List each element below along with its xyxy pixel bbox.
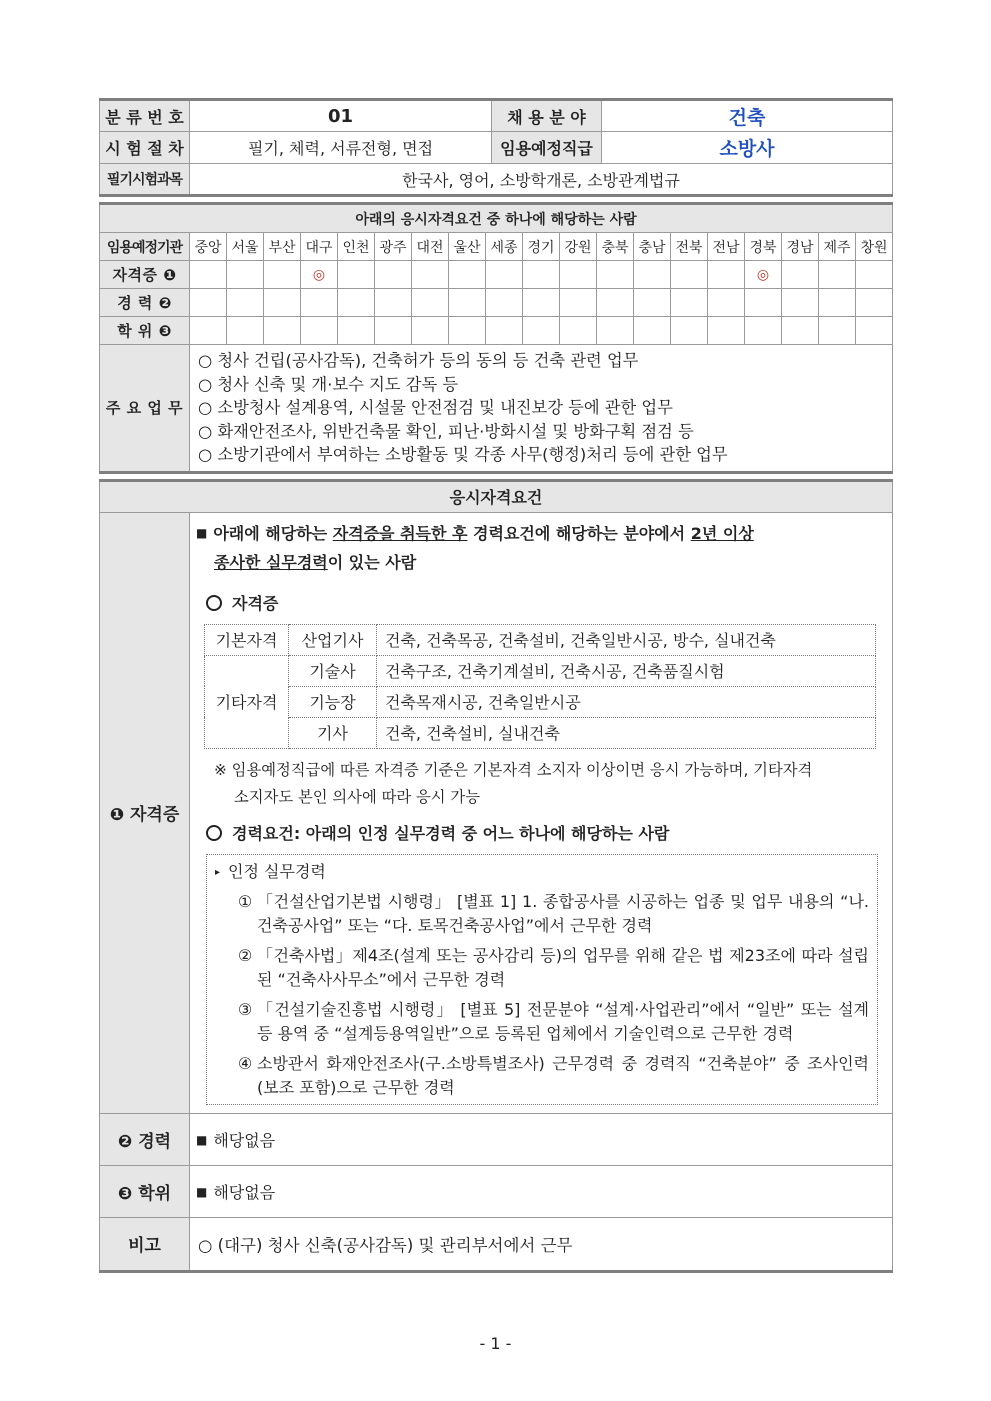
square-bullet-icon: ■: [196, 1132, 208, 1147]
agency-mark-cell: [819, 317, 856, 345]
rank-label: 임용예정직급: [492, 132, 602, 164]
agency-mark-cell: [819, 261, 856, 289]
degree-label: ❸ 학위: [100, 1165, 190, 1217]
agency-mark-cell: [560, 261, 597, 289]
duty-item: ○ 화재안전조사, 위반건축물 확인, 피난·방화시설 및 방화구획 점검 등: [198, 421, 694, 441]
agency-header-cell: 대구: [301, 233, 338, 261]
agency-header-cell: 세종: [486, 233, 523, 261]
requirements-table: [99, 479, 893, 1273]
agency-mark-cell: [745, 289, 782, 317]
agency-mark-cell: [782, 289, 819, 317]
career-label: ❷ 경력: [100, 1113, 190, 1165]
field-value: 건축: [602, 100, 893, 132]
header-table: [99, 98, 893, 197]
agency-mark-cell: [560, 289, 597, 317]
agency-mark-cell: [819, 289, 856, 317]
agency-mark-cell: [375, 261, 412, 289]
exp-item: ① 「건설산업기본법 시행령」 [별표 1] 1. 종합공사를 시공하는 업종 및 업무 내용의 “나. 건축공사업” 또는 “다. 토목건축공사업”에서 근무한 경력: [237, 891, 869, 935]
cert-heading: 자격증: [206, 591, 886, 614]
agency-header-cell: 경남: [782, 233, 819, 261]
recruitment-sheet: [99, 98, 893, 1273]
exp-item: ④ 소방관서 화재안전조사(구.소방특별조사) 근무경력 중 경력직 “건축분야” 중 조사인력(보조 포함)으로 근무한 경력: [237, 1053, 869, 1097]
cert-note: ※ 임용예정직급에 따른 자격증 기준은 기본자격 소지자 이상이면 응시 가능하며, 기타자격 소지자도 본인 의사에 따라 응시 가능: [214, 760, 813, 806]
agency-header-label: 임용예정기관: [100, 233, 190, 261]
square-bullet-icon: ■: [196, 1184, 208, 1199]
agency-header-cell: 광주: [375, 233, 412, 261]
exp-item: ② 「건축사법」제4조(설계 또는 공사감리 등)의 업무를 위해 같은 법 제23조에 따라 설립된 “건축사사무소”에서 근무한 경력: [237, 945, 869, 989]
agency-mark-cell: [449, 289, 486, 317]
agency-mark-cell: [227, 317, 264, 345]
agency-mark-cell: [708, 289, 745, 317]
agency-header-cell: 중앙: [190, 233, 227, 261]
cert-fields: 건축, 건축설비, 실내건축: [377, 717, 876, 748]
subjects-value: 한국사, 영어, 소방학개론, 소방관계법규: [190, 164, 893, 196]
exp-heading: 경력요건: 아래의 인정 실무경력 중 어느 하나에 해당하는 사람: [206, 821, 886, 844]
agency-header-cell: 강원: [560, 233, 597, 261]
agency-mark-cell: [708, 317, 745, 345]
agency-mark-cell: [856, 289, 893, 317]
classification-value: 01: [190, 100, 492, 132]
rank-value: 소방사: [602, 132, 893, 164]
other-label: 기타자격: [205, 655, 289, 748]
agency-mark-cell: [856, 317, 893, 345]
agency-mark-cell: [227, 261, 264, 289]
agency-mark-cell: [523, 317, 560, 345]
cert-fields: 건축목재시공, 건축일반시공: [377, 686, 876, 717]
agency-mark-cell: [190, 289, 227, 317]
cert-fields: 건축구조, 건축기계설비, 건축시공, 건축품질시험: [377, 655, 876, 686]
subjects-label: 필기시험과목: [100, 164, 190, 196]
agency-mark-cell: [523, 261, 560, 289]
duties-label: 주 요 업 무: [100, 345, 190, 473]
agency-mark-cell: [412, 261, 449, 289]
agency-mark-cell: [375, 289, 412, 317]
exp-box-title: ▸ 인정 실무경력: [215, 861, 326, 881]
classification-label: 분 류 번 호: [100, 100, 190, 132]
degree-value: 해당없음: [213, 1182, 276, 1202]
career-value-cell: [190, 1113, 893, 1165]
cert-grade: 기사: [289, 717, 377, 748]
agency-header-cell: 충북: [597, 233, 634, 261]
procedure-value: 필기, 체력, 서류전형, 면접: [190, 132, 492, 164]
agency-mark-cell: [856, 261, 893, 289]
agency-mark-cell: [338, 289, 375, 317]
agency-mark-cell: [190, 317, 227, 345]
agency-mark-cell: [634, 289, 671, 317]
eligibility-title: 아래의 응시자격요건 중 하나에 해당하는 사람: [100, 204, 893, 233]
agency-mark-cell: [338, 261, 375, 289]
agency-mark-cell: [634, 261, 671, 289]
agency-header-cell: 전북: [671, 233, 708, 261]
basic-label: 기본자격: [205, 624, 289, 655]
agency-mark-cell: [301, 289, 338, 317]
agency-mark-cell: [745, 317, 782, 345]
agency-mark-cell: [597, 261, 634, 289]
agency-mark-cell: [338, 317, 375, 345]
agency-mark-cell: [449, 317, 486, 345]
agency-mark-cell: [375, 317, 412, 345]
agency-mark-cell: [782, 261, 819, 289]
procedure-label: 시 험 절 차: [100, 132, 190, 164]
circle-bullet-icon: [206, 825, 222, 841]
square-bullet-icon: ■: [196, 525, 208, 540]
experience-box: [206, 854, 878, 1105]
agency-header-cell: 창원: [856, 233, 893, 261]
agency-mark-cell: [782, 317, 819, 345]
row-label-degree: 학 위 ❸: [100, 317, 190, 345]
agency-grid: [99, 202, 893, 474]
agency-mark-cell: [264, 289, 301, 317]
field-label: 채 용 분 야: [492, 100, 602, 132]
agency-header-cell: 전남: [708, 233, 745, 261]
agency-mark-cell: [264, 317, 301, 345]
agency-header-cell: 충남: [634, 233, 671, 261]
agency-mark-cell: [560, 317, 597, 345]
agency-mark-cell: [597, 289, 634, 317]
agency-mark-cell: [227, 289, 264, 317]
remarks-value: ○ (대구) 청사 신축(공사감독) 및 관리부서에서 근무: [190, 1217, 893, 1271]
agency-header-cell: 부산: [264, 233, 301, 261]
agency-mark-cell: [301, 317, 338, 345]
agency-mark-cell: [264, 261, 301, 289]
agency-mark-cell: ◎: [301, 261, 338, 289]
agency-header-cell: 서울: [227, 233, 264, 261]
triangle-bullet-icon: ▸: [215, 866, 221, 878]
requirements-title: 응시자격요건: [100, 480, 893, 512]
agency-mark-cell: [190, 261, 227, 289]
agency-mark-cell: [412, 289, 449, 317]
agency-mark-cell: [523, 289, 560, 317]
duty-item: ○ 소방청사 설계용역, 시설물 안전점검 및 내진보강 등에 관한 업무: [198, 398, 673, 418]
agency-header-cell: 인천: [338, 233, 375, 261]
duty-item: ○ 소방기관에서 부여하는 소방활동 및 각종 사무(행정)처리 등에 관한 업무: [198, 445, 728, 465]
cert-grade: 기능장: [289, 686, 377, 717]
agency-mark-cell: [486, 289, 523, 317]
agency-header-cell: 제주: [819, 233, 856, 261]
exp-item: ③ 「건설기술진흥법 시행령」 [별표 5] 전문분야 “설계·사업관리”에서 “일반” 또는 설계등 용역 중 “설계등용역일반”으로 등록된 업체에서 기술인력으로 근무한 경력: [237, 999, 869, 1043]
duties-cell: [190, 345, 893, 473]
cert-grade: 산업기사: [289, 624, 377, 655]
cert-table: [204, 624, 876, 749]
agency-header-cell: 경북: [745, 233, 782, 261]
row-label-career: 경 력 ❷: [100, 289, 190, 317]
duty-item: ○ 청사 건립(공사감독), 건축허가 등의 동의 등 건축 관련 업무: [198, 351, 639, 370]
agency-mark-cell: [449, 261, 486, 289]
cert-intro: ■ 아래에 해당하는 자격증을 취득한 후 경력요건에 해당하는 분야에서 2년 이상 종사한 실무경력이 있는 사람: [196, 523, 754, 572]
agency-mark-cell: [671, 289, 708, 317]
cert-section-content: [190, 512, 893, 1113]
agency-header-cell: 대전: [412, 233, 449, 261]
agency-header-cell: 울산: [449, 233, 486, 261]
agency-mark-cell: [597, 317, 634, 345]
page-number: - 1 -: [479, 1334, 512, 1353]
cert-fields: 건축, 건축목공, 건축설비, 건축일반시공, 방수, 실내건축: [377, 624, 876, 655]
agency-mark-cell: [671, 317, 708, 345]
agency-mark-cell: [486, 317, 523, 345]
cert-grade: 기술사: [289, 655, 377, 686]
circle-bullet-icon: [206, 595, 222, 611]
agency-mark-cell: ◎: [745, 261, 782, 289]
remarks-label: 비고: [100, 1217, 190, 1271]
agency-mark-cell: [486, 261, 523, 289]
agency-header-cell: 경기: [523, 233, 560, 261]
duty-item: ○ 청사 신축 및 개·보수 지도 감독 등: [198, 374, 459, 394]
cert-section-label: ❶ 자격증: [100, 512, 190, 1113]
agency-mark-cell: [412, 317, 449, 345]
row-label-cert: 자격증 ❶: [100, 261, 190, 289]
career-value: 해당없음: [213, 1130, 276, 1150]
agency-mark-cell: [671, 261, 708, 289]
agency-mark-cell: [708, 261, 745, 289]
degree-value-cell: [190, 1165, 893, 1217]
agency-mark-cell: [634, 317, 671, 345]
